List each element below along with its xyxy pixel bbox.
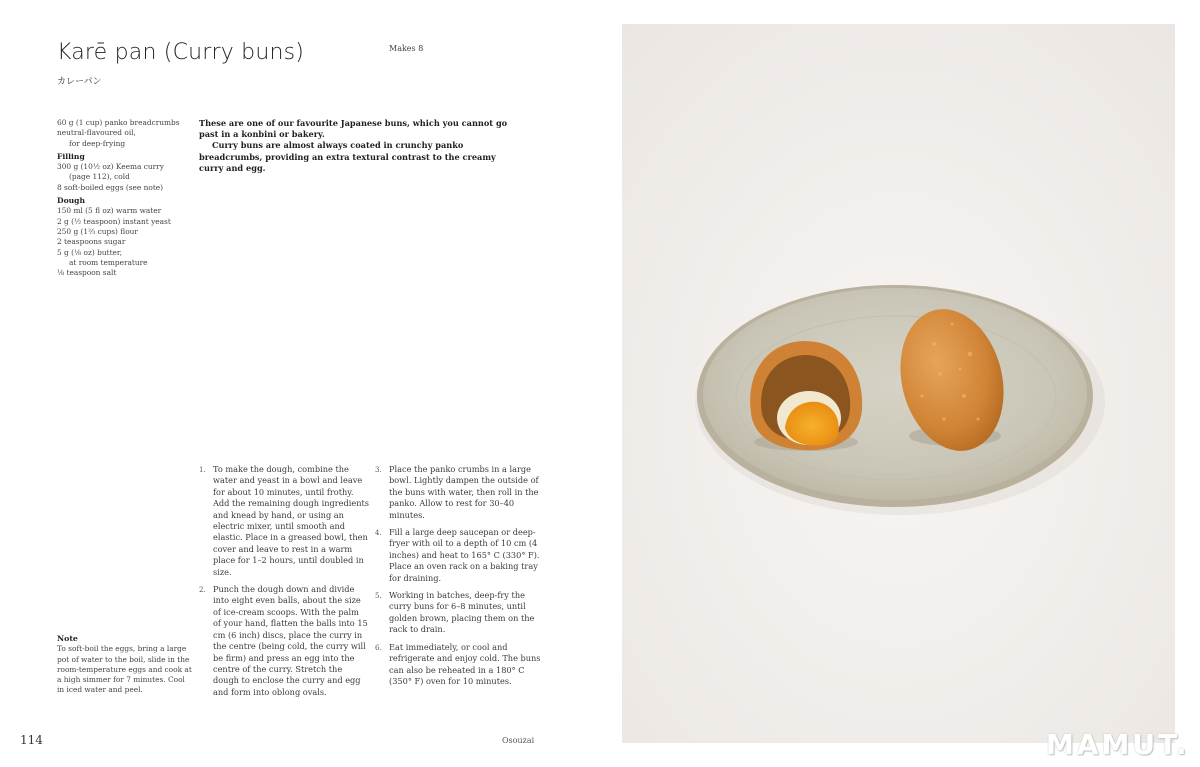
- method-step: [199, 464, 369, 578]
- recipe-title: Karē pan (Curry buns): [57, 40, 305, 65]
- ingredient-line: 5 g (⅛ oz) butter,: [57, 247, 122, 257]
- method-steps-column-1: [199, 464, 369, 704]
- curry-buns-photo: [622, 24, 1175, 743]
- step-number: 3.: [375, 466, 382, 474]
- ingredient-line: at room temperature: [69, 257, 148, 267]
- step-text: To make the dough, combine the water and yeast in a bowl and leave for about 10 minutes, until frothy. Add the remaining dough ingredients and knead by hand, or using an electric mixer, until smooth and elastic. Place in a greased bowl, then cover and leave to rest in a warm place for 1–2 hours, until doubled in size.: [213, 464, 369, 577]
- ingredient-line: 2 teaspoons sugar: [57, 237, 126, 247]
- method-step: [375, 642, 545, 688]
- recipe-intro: [199, 118, 519, 174]
- ingredient-line: 8 soft-boiled eggs (see note): [57, 182, 164, 192]
- curry-buns-illustration: [622, 24, 1175, 743]
- method-steps-column-2: [375, 464, 545, 693]
- method-step: [375, 464, 545, 521]
- ingredients-subheading-dough: Dough: [57, 196, 86, 206]
- ingredient-line: neutral-flavoured oil,: [57, 128, 136, 138]
- recipe-japanese-title: カレーパン: [57, 77, 102, 87]
- note-text: To soft-boil the eggs, bring a large pot of water to the boil, slide in the room-temperature eggs and cook at a high simmer for 7 minutes. Cool in iced water and peel.: [57, 644, 192, 695]
- ingredient-line: 300 g (10½ oz) Keema curry: [57, 162, 164, 172]
- ingredient-line: 250 g (1⅔ cups) flour: [57, 226, 138, 236]
- method-step: [199, 584, 369, 698]
- step-number: 1.: [199, 466, 206, 474]
- method-step: [375, 527, 545, 584]
- ingredient-line: ⅛ teaspoon salt: [57, 268, 117, 278]
- intro-paragraph: Curry buns are almost always coated in crunchy panko breadcrumbs, providing an extra textural contrast to the creamy curry and egg.: [199, 140, 496, 173]
- ingredient-line: (page 112), cold: [69, 172, 130, 182]
- step-text: Place the panko crumbs in a large bowl. Lightly dampen the outside of the buns with water, then roll in the panko. Allow to rest for 30–40 minutes.: [389, 464, 539, 520]
- step-text: Working in batches, deep-fry the curry buns for 6–8 minutes, until golden brown, placing them on the rack to drain.: [389, 590, 535, 635]
- method-step: [375, 590, 545, 636]
- note-heading: Note: [57, 634, 78, 643]
- step-number: 2.: [199, 586, 206, 595]
- step-number: 4.: [375, 529, 382, 538]
- step-text: Fill a large deep saucepan or deep-fryer with oil to a depth of 10 cm (4 inches) and heat to 165° C (330° F). Place an oven rack on a baking tray for draining.: [389, 527, 540, 583]
- ingredients-list: [57, 118, 197, 278]
- ingredients-subheading-filling: Filling: [57, 151, 85, 161]
- ingredient-line: 2 g (½ teaspoon) instant yeast: [57, 216, 171, 226]
- recipe-yield: Makes 8: [389, 44, 424, 53]
- ingredient-line: 60 g (1 cup) panko breadcrumbs: [57, 118, 180, 127]
- watermark-logo: MAMUT.: [1046, 728, 1190, 761]
- ingredient-line: 150 ml (5 fl oz) warm water: [57, 206, 162, 216]
- step-text: Eat immediately, or cool and refrigerate and enjoy cold. The buns can also be reheated in a 180° C (350° F) oven for 10 minutes.: [389, 641, 541, 686]
- step-text: Punch the dough down and divide into eight even balls, about the size of ice-cream scoops. With the palm of your hand, flatten the balls into 15 cm (6 inch) discs, place the curry in the centre (being cold, the curry will be firm) and press an egg into the centre of the curry. Stretch the dough to enclose the curry and egg and form into oblong ovals.: [213, 584, 368, 697]
- ingredient-line: for deep-frying: [69, 138, 126, 148]
- page-number: 114: [20, 733, 43, 747]
- step-number: 6.: [375, 643, 382, 652]
- intro-paragraph: These are one of our favourite Japanese buns, which you cannot go past in a konbini or bakery.: [199, 118, 508, 140]
- recipe-note: [57, 634, 192, 696]
- section-name: Osouzai: [502, 736, 535, 745]
- step-number: 5.: [375, 592, 382, 601]
